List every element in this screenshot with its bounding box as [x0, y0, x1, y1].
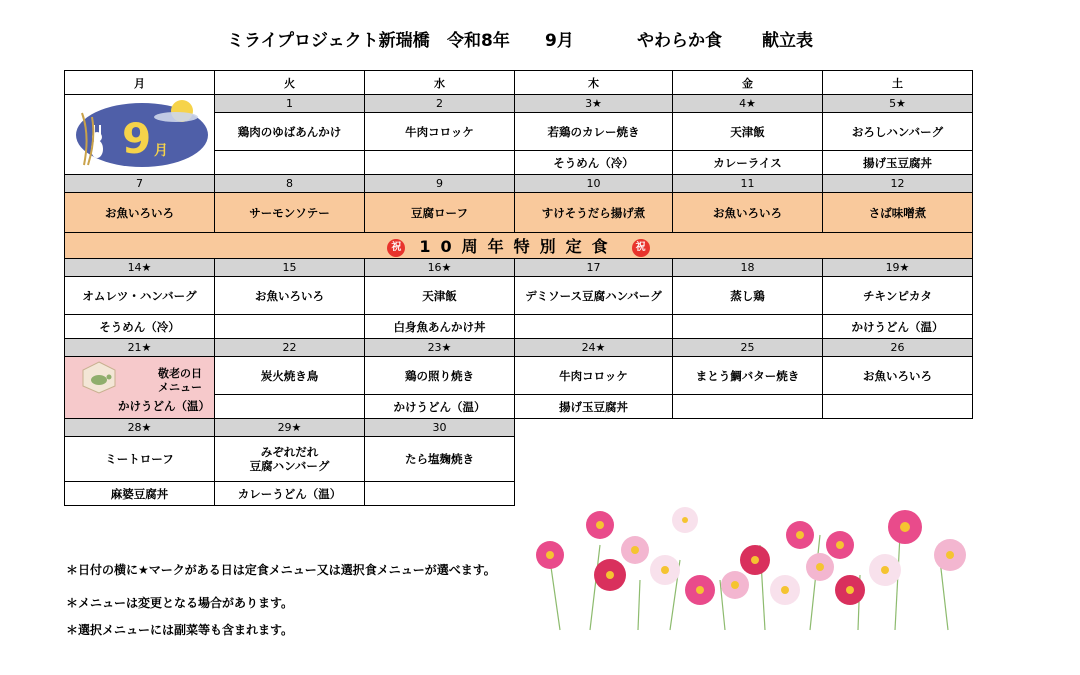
weekday-thu: 木 [515, 71, 673, 95]
date-row [65, 339, 973, 357]
main-dish: 鶏肉のゆばあんかけ [215, 113, 365, 151]
note-star-mark: ＊日付の横に★マークがある日は定食メニュー又は選択食メニューが選べます。 [66, 563, 496, 577]
weekday-sat: 土 [823, 71, 973, 95]
main-dish: お魚いろいろ [65, 193, 215, 233]
alt-dish [215, 395, 365, 419]
alt-dish-row [65, 482, 973, 506]
main-dish: 炭火焼き鳥 [215, 357, 365, 395]
celebration-icon: 祝 [387, 239, 405, 257]
date-1: 1 [215, 95, 365, 113]
page-title [0, 26, 1080, 54]
weekday-header-row [65, 71, 973, 95]
date-14: 14★ [65, 259, 215, 277]
weekday-wed: 水 [365, 71, 515, 95]
date-row [65, 175, 973, 193]
main-dish: 天津飯 [673, 113, 823, 151]
main-dish-row [65, 277, 973, 315]
alt-dish: かけうどん（温） [365, 395, 515, 419]
facility-name: ミライプロジェクト新瑞橋 [227, 31, 430, 51]
note-menu-change: ＊メニューは変更となる場合があります。 [66, 596, 294, 610]
empty-space [515, 437, 973, 482]
date-22: 22 [215, 339, 365, 357]
main-dish: 蒸し鶏 [673, 277, 823, 315]
empty-space [515, 419, 973, 437]
date-12: 12 [823, 175, 973, 193]
main-dish: おろしハンバーグ [823, 113, 973, 151]
main-dish: 牛肉コロッケ [515, 357, 673, 395]
note-side-dish: ＊選択メニューには副菜等も含まれます。 [66, 623, 294, 637]
respect-aged-day-cell [65, 357, 215, 395]
date-29: 29★ [215, 419, 365, 437]
date-11: 11 [673, 175, 823, 193]
alt-dish [515, 315, 673, 339]
date-3: 3★ [515, 95, 673, 113]
main-dish: たら塩麹焼き [365, 437, 515, 482]
main-dish: ミートローフ [65, 437, 215, 482]
date-4: 4★ [673, 95, 823, 113]
main-dish: みぞれだれ 豆腐ハンバーグ [215, 437, 365, 482]
month-label: 9月 [545, 31, 574, 51]
main-dish: サーモンソテー [215, 193, 365, 233]
weekday-fri: 金 [673, 71, 823, 95]
main-dish: お魚いろいろ [673, 193, 823, 233]
alt-dish: 白身魚あんかけ丼 [365, 315, 515, 339]
alt-dish-row [65, 395, 973, 419]
date-16: 16★ [365, 259, 515, 277]
date-25: 25 [673, 339, 823, 357]
alt-dish: 揚げ玉豆腐丼 [823, 151, 973, 175]
date-21: 21★ [65, 339, 215, 357]
svg-text:月: 月 [153, 143, 168, 159]
main-dish: お魚いろいろ [823, 357, 973, 395]
weekday-tue: 火 [215, 71, 365, 95]
alt-dish: カレーうどん（温） [215, 482, 365, 506]
date-2: 2 [365, 95, 515, 113]
weekday-mon: 月 [65, 71, 215, 95]
alt-dish [215, 315, 365, 339]
main-dish: 豆腐ローフ [365, 193, 515, 233]
menu-type: やわらか食 [637, 31, 722, 51]
date-5: 5★ [823, 95, 973, 113]
main-dish: デミソース豆腐ハンバーグ [515, 277, 673, 315]
main-dish: 牛肉コロッケ [365, 113, 515, 151]
alt-dish [365, 151, 515, 175]
date-10: 10 [515, 175, 673, 193]
alt-dish [365, 482, 515, 506]
turtle-icon [75, 360, 123, 394]
alt-dish [215, 151, 365, 175]
date-9: 9 [365, 175, 515, 193]
anniversary-banner [65, 233, 973, 259]
main-dish: 若鶏のカレー焼き [515, 113, 673, 151]
date-23: 23★ [365, 339, 515, 357]
main-dish: 天津飯 [365, 277, 515, 315]
main-dish-row [65, 437, 973, 482]
celebration-icon: 祝 [632, 239, 650, 257]
moon-rabbit-illustration [70, 95, 210, 171]
alt-dish-row [65, 315, 973, 339]
anniversary-row [65, 233, 973, 259]
date-18: 18 [673, 259, 823, 277]
menu-calendar-table [64, 70, 973, 506]
date-19: 19★ [823, 259, 973, 277]
svg-text:9: 9 [121, 114, 151, 163]
date-30: 30 [365, 419, 515, 437]
main-dish: オムレツ・ハンバーグ [65, 277, 215, 315]
alt-dish: かけうどん（温） [65, 395, 215, 419]
anniversary-text: 10周年特別定食 [419, 237, 618, 256]
empty-space [515, 482, 973, 506]
alt-dish [673, 395, 823, 419]
date-row [65, 259, 973, 277]
main-dish: まとう鯛バター焼き [673, 357, 823, 395]
alt-dish: 揚げ玉豆腐丼 [515, 395, 673, 419]
date-26: 26 [823, 339, 973, 357]
date-15: 15 [215, 259, 365, 277]
september-badge [65, 95, 215, 175]
alt-dish: カレーライス [673, 151, 823, 175]
main-dish-row [65, 357, 973, 395]
document-name: 献立表 [762, 31, 813, 51]
main-dish: すけそうだら揚げ煮 [515, 193, 673, 233]
main-dish-row [65, 193, 973, 233]
date-17: 17 [515, 259, 673, 277]
main-dish: チキンピカタ [823, 277, 973, 315]
date-8: 8 [215, 175, 365, 193]
date-24: 24★ [515, 339, 673, 357]
alt-dish [673, 315, 823, 339]
date-7: 7 [65, 175, 215, 193]
alt-dish: そうめん（冷） [515, 151, 673, 175]
alt-dish: 麻婆豆腐丼 [65, 482, 215, 506]
alt-dish: かけうどん（温） [823, 315, 973, 339]
main-dish: お魚いろいろ [215, 277, 365, 315]
alt-dish: そうめん（冷） [65, 315, 215, 339]
era-year: 令和8年 [447, 31, 510, 51]
main-dish: 鶏の照り焼き [365, 357, 515, 395]
date-row [65, 419, 973, 437]
cosmos-flowers-illustration [520, 505, 980, 635]
date-28: 28★ [65, 419, 215, 437]
alt-dish [823, 395, 973, 419]
respect-aged-day-label: 敬老の日 メニュー [158, 367, 202, 394]
main-dish: さば味噌煮 [823, 193, 973, 233]
date-row [65, 95, 973, 113]
